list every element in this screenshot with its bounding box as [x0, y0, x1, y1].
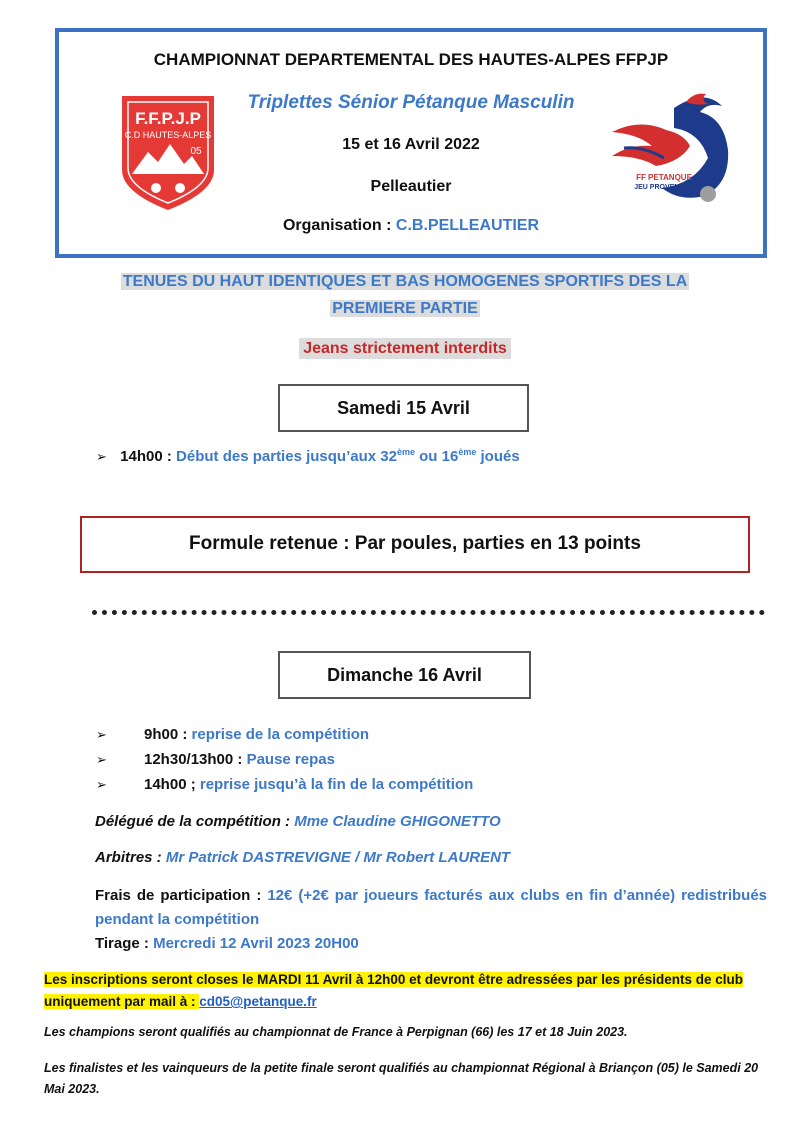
fees-block	[95, 884, 767, 932]
organisation-value: C.B.PELLEAUTIER	[395, 217, 540, 234]
saturday-schedule-item	[96, 447, 520, 465]
header-dates: 15 et 16 Avril 2022	[342, 136, 480, 153]
formula-box	[80, 516, 750, 573]
saturday-text-b: ou 16	[414, 448, 459, 465]
sunday-item-time: 14h00 ;	[144, 776, 200, 793]
sunday-item-text: reprise de la compétition	[191, 726, 370, 743]
registration-notice	[44, 969, 772, 1013]
fees-label: Frais de participation :	[95, 887, 268, 904]
ff-petanque-rooster-logo	[604, 88, 739, 208]
referees-line	[95, 849, 510, 866]
jeans-notice	[0, 340, 810, 358]
ff-petanque-line1: FF PETANQUE	[636, 173, 692, 182]
ffpjp-logo-line2: C.D HAUTES-ALPES	[124, 130, 212, 140]
sunday-item-time: 12h30/13h00 :	[144, 751, 247, 768]
qualification-note: Les finalistes et les vainqueurs de la petite finale seront qualifiés au championnat Régional à Briançon (05) le Samedi 20 Mai 2023.	[44, 1061, 759, 1096]
header-organisation	[59, 217, 763, 235]
delegate-value: Mme Claudine GHIGONETTO	[294, 813, 501, 830]
sunday-item-text: Pause repas	[246, 751, 335, 768]
jeans-notice-text: Jeans strictement interdits	[299, 338, 511, 359]
sunday-schedule-item	[96, 751, 335, 768]
draw-value: Mercredi 12 Avril 2023 20H00	[153, 935, 359, 952]
sunday-item-text: reprise jusqu’à la fin de la compétition	[199, 776, 474, 793]
ff-petanque-line2: JEU PROVENÇAL	[634, 184, 694, 191]
ffpjp-logo-line3: 05	[190, 146, 202, 157]
sunday-title: Dimanche 16 Avril	[327, 665, 482, 685]
dotted-separator	[92, 610, 765, 618]
delegate-label: Délégué de la compétition :	[95, 813, 295, 830]
draw-line	[95, 935, 359, 952]
saturday-title: Samedi 15 Avril	[337, 398, 470, 418]
formula-text: Formule retenue : Par poules, parties en 13 points	[189, 533, 641, 554]
dress-code-line1: TENUES DU HAUT IDENTIQUES ET BAS HOMOGENES SPORTIFS DES LA	[122, 273, 688, 290]
header-subtitle: Triplettes Sénior Pétanque Masculin	[247, 92, 575, 113]
arrow-bullet-icon: ➢	[96, 727, 107, 742]
organisation-label: Organisation :	[282, 217, 396, 234]
fees-value: 12€ (+2€ par joueurs facturés aux clubs en fin d’année) redistribués pendant la compétition	[95, 887, 768, 928]
draw-label: Tirage :	[95, 935, 154, 952]
arrow-bullet-icon: ➢	[96, 449, 107, 464]
header-place: Pelleautier	[370, 178, 452, 195]
sunday-schedule-item	[96, 776, 473, 793]
saturday-time: 14h00 :	[120, 448, 177, 465]
header-title: CHAMPIONNAT DEPARTEMENTAL DES HAUTES-ALPES FFPJP	[153, 50, 669, 69]
arrow-bullet-icon: ➢	[96, 777, 107, 792]
referees-value: Mr Patrick DASTREVIGNE / Mr Robert LAURENT	[165, 849, 511, 866]
registration-email-link[interactable]: cd05@petanque.fr	[199, 994, 317, 1009]
registration-text: Les inscriptions seront closes le MARDI 11 Avril à 12h00 et devront être adressées par les présidents de club uniquement par mail à :	[44, 972, 744, 1009]
referees-label: Arbitres :	[95, 849, 166, 866]
saturday-sup-a: ème	[396, 447, 415, 457]
dress-code-notice	[60, 268, 750, 322]
ffpjp-logo-line1: F.F.P.J.P	[135, 109, 201, 128]
saturday-sup-b: ème	[458, 447, 477, 457]
sunday-schedule-item	[96, 726, 369, 743]
saturday-text-a: Début des parties jusqu’aux 32	[176, 448, 397, 465]
saturday-title-box	[278, 384, 529, 432]
dress-code-line2: PREMIERE PARTIE	[332, 300, 478, 317]
saturday-text-c: joués	[476, 448, 520, 465]
sunday-title-box	[278, 651, 531, 699]
qualification-note: Les champions seront qualifiés au championnat de France à Perpignan (66) les 17 et 18 Juin 2023.	[44, 1025, 628, 1039]
delegate-line	[95, 813, 501, 830]
arrow-bullet-icon: ➢	[96, 752, 107, 767]
sunday-item-time: 9h00 :	[144, 726, 192, 743]
header-box	[55, 28, 767, 258]
